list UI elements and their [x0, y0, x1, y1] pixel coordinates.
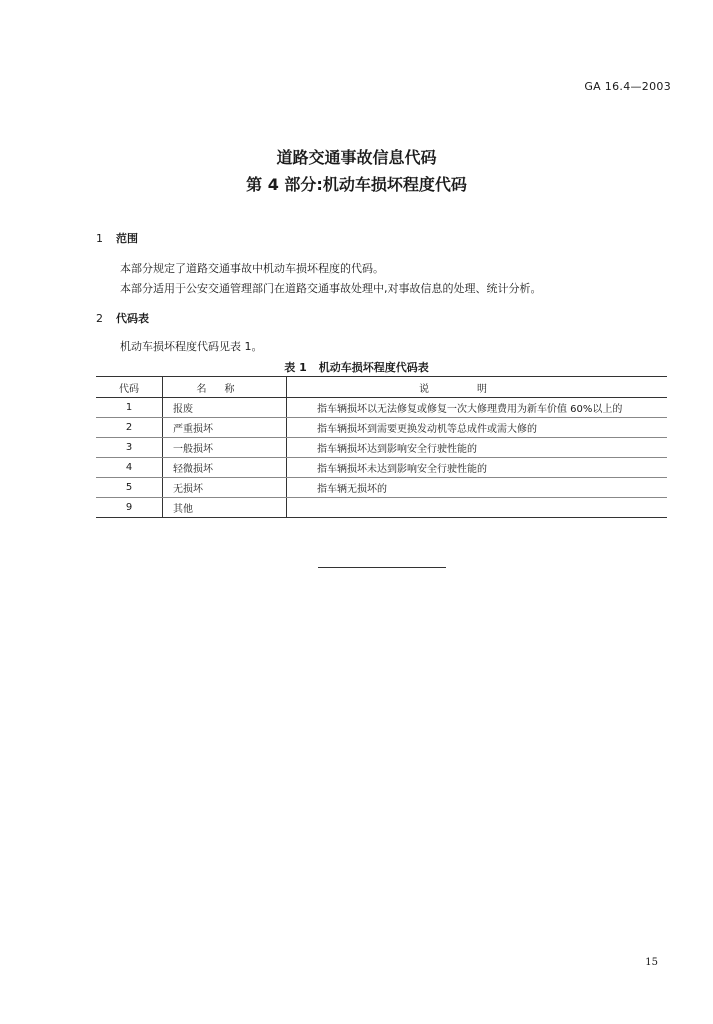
cell-name: 无损坏 — [163, 478, 287, 498]
document-subtitle: 第 4 部分:机动车损坏程度代码 — [246, 175, 467, 194]
section-number: 2 — [96, 312, 103, 325]
header-code: 代码 — [96, 377, 163, 398]
section-title: 范围 — [116, 232, 138, 245]
paragraph: 本部分规定了道路交通事故中机动车损坏程度的代码。 — [120, 262, 384, 275]
cell-name: 报废 — [163, 398, 287, 418]
table-row — [96, 398, 667, 418]
paragraph: 本部分适用于公安交通管理部门在道路交通事故处理中,对事故信息的处理、统计分析。 — [120, 282, 542, 295]
section-heading-scope — [96, 230, 138, 246]
cell-description: 指车辆损坏未达到影响安全行驶性能的 — [287, 458, 668, 478]
header-name: 名称 — [163, 377, 287, 398]
cell-description — [287, 498, 668, 518]
cell-code: 5 — [96, 478, 163, 498]
damage-code-table — [96, 376, 667, 518]
cell-code: 2 — [96, 418, 163, 438]
table-header-row — [96, 377, 667, 398]
header-description: 说明 — [287, 377, 668, 398]
cell-description: 指车辆损坏到需要更换发动机等总成件或需大修的 — [287, 418, 668, 438]
section-number: 1 — [96, 232, 103, 245]
cell-name: 轻微损坏 — [163, 458, 287, 478]
end-divider — [318, 567, 446, 568]
cell-name: 严重损坏 — [163, 418, 287, 438]
section-title: 代码表 — [116, 312, 149, 325]
cell-name: 一般损坏 — [163, 438, 287, 458]
cell-name: 其他 — [163, 498, 287, 518]
table-row — [96, 498, 667, 518]
cell-code: 1 — [96, 398, 163, 418]
cell-code: 9 — [96, 498, 163, 518]
table-row — [96, 418, 667, 438]
cell-description: 指车辆损坏达到影响安全行驶性能的 — [287, 438, 668, 458]
table-row — [96, 458, 667, 478]
page-number: 15 — [645, 957, 658, 968]
table-row — [96, 478, 667, 498]
cell-description: 指车辆损坏以无法修复或修复一次大修理费用为新车价值 60%以上的 — [287, 398, 668, 418]
cell-code: 3 — [96, 438, 163, 458]
cell-code: 4 — [96, 458, 163, 478]
document-code: GA 16.4—2003 — [584, 80, 671, 93]
table-row — [96, 438, 667, 458]
table-caption-label: 表 1 — [284, 361, 307, 374]
cell-description: 指车辆无损坏的 — [287, 478, 668, 498]
section-heading-code-table — [96, 310, 149, 326]
paragraph: 机动车损坏程度代码见表 1。 — [120, 340, 263, 353]
table-caption-title: 机动车损坏程度代码表 — [318, 361, 429, 374]
document-title: 道路交通事故信息代码 — [276, 148, 437, 167]
table-caption — [0, 359, 713, 375]
